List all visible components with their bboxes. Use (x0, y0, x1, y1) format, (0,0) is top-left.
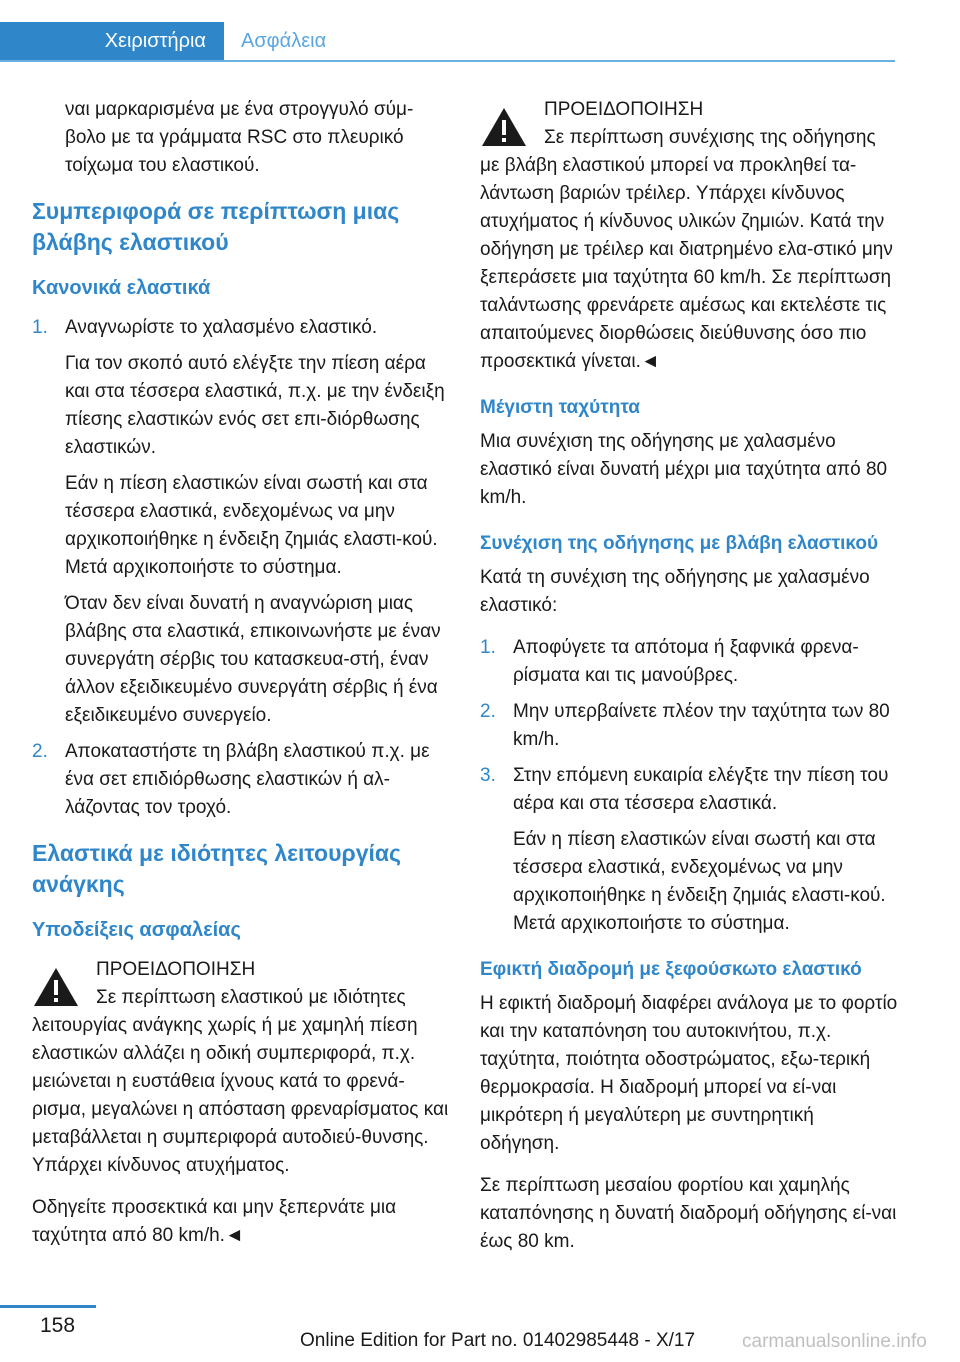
continue-steps (480, 634, 898, 938)
tab-safety-label: Ασφάλεια (241, 29, 327, 52)
right-column (480, 96, 898, 1270)
range-paragraph: Η εφικτή διαδρομή διαφέρει ανάλογα με το φορτίο και την καταπόνηση του αυτοκινήτου, π.χ. ταχύτητα, ποιότητα οδοστρώματος, εξω-τερική θερμοκρασία. Η διαδρομή μπορεί να εί-ναι μικρότερη ή μεγαλύτερη με συντηρητική οδήγηση. (480, 993, 898, 1154)
step-text: Αποκαταστήστε τη βλάβη ελαστικού π.χ. με ένα σετ επιδιόρθωσης ελαστικών ή αλ-λάζοντας τον τροχό. (65, 741, 430, 818)
normal-tires-steps (32, 314, 450, 822)
tab-controls[interactable] (0, 22, 224, 60)
step-number: 2. (480, 701, 496, 722)
intro-paragraph: ναι μαρκαρισμένα με ένα στρογγυλό σύμ-βολο με τα γράμματα RSC στο πλευρικό τοίχωμα του ελαστικού. (65, 99, 414, 176)
warning-ending: Οδηγείτε προσεκτικά και μην ξεπερνάτε μια ταχύτητα από 80 km/h.◄ (32, 1197, 397, 1246)
left-column (32, 96, 450, 1264)
step-number: 3. (480, 765, 496, 786)
warning-triangle-icon (32, 966, 80, 1008)
step-number: 1. (480, 637, 496, 658)
list-item (480, 698, 898, 754)
step-paragraph: Εάν η πίεση ελαστικών είναι σωστή και στα τέσσερα ελαστικά, ενδεχομένως να μην αρχικοποιήθηκε η ένδειξη ζημιάς ελαστι-κού. Μετά αρχικοποιήστε το σύστημα. (65, 473, 438, 578)
page-number: 158 (40, 1314, 76, 1337)
warning-title: ΠΡΟΕΙΔΟΠΟΙΗΣΗ (96, 959, 256, 980)
warning-triangle-icon (480, 106, 528, 148)
heading-runflat-tires: Ελαστικά με ιδιότητες λειτουργίας ανάγκης (32, 840, 401, 897)
warning-first-line: Σε περίπτωση συνέχισης της οδήγησης (544, 127, 876, 148)
warning-first-line: Σε περίπτωση ελαστικού με ιδιότητες (96, 987, 406, 1008)
step-text: Αναγνωρίστε το χαλασμένο ελαστικό. (65, 317, 378, 338)
tab-safety[interactable] (224, 22, 895, 60)
step-text: Αποφύγετε τα απότομα ή ξαφνικά φρενα-ρίσματα και τις μανούβρες. (513, 637, 859, 686)
warning-block (32, 956, 450, 1250)
max-speed-paragraph: Μια συνέχιση της οδήγησης με χαλασμένο ελαστικό είναι δυνατή μέχρι μια ταχύτητα από 80 km/h. (480, 431, 888, 508)
warning-header (480, 96, 898, 152)
heading-normal-tires: Κανονικά ελαστικά (32, 277, 211, 299)
warning-body: λειτουργίας ανάγκης χωρίς ή με χαμηλή πίεση ελαστικών αλλάζει η οδική συμπεριφορά, π.χ. μειώνεται η ευστάθεια ίχνους κατά το φρενά-ρισμα, μεγαλώνει η απόσταση φρεναρίσματος και μεταβάλλεται η συμπεριφορά αυτοδιεύ-θυνσης. Υπάρχει κίνδυνος ατυχήματος. (32, 1015, 449, 1176)
step-text: Μην υπερβαίνετε πλέον την ταχύτητα των 80 km/h. (513, 701, 890, 750)
continue-paragraph: Κατά τη συνέχιση της οδήγησης με χαλασμένο ελαστικό: (480, 567, 870, 616)
step-number: 1. (32, 317, 48, 338)
heading-max-speed: Μέγιστη ταχύτητα (480, 397, 640, 418)
watermark: carmanualsonline.info (742, 1331, 927, 1352)
step-paragraph: Για τον σκοπό αυτό ελέγξτε την πίεση αέρα και στα τέσσερα ελαστικά, π.χ. με την ένδειξη πίεσης ελαστικών ενός σετ επι-διόρθωσης ελαστικών. (65, 353, 445, 458)
step-number: 2. (32, 741, 48, 762)
warning-body: με βλάβη ελαστικού μπορεί να προκληθεί τα-λάντωση βαριών τρέιλερ. Υπάρχει κίνδυνος ατυχήματος ή κίνδυνος υλικών ζημιών. Κατά την οδήγηση με τρέιλερ και διατρημένο ελα-στικό μην ξεπεράσετε μια ταχύτητα 60 km/h. Σε περίπτωση ταλάντωσης φρενάρετε αμέσως και εκτελέστε τις απαιτούμενες διορθώσεις διεύθυνσης όσο πιο προσεκτικά γίνεται.◄ (480, 155, 893, 372)
tab-controls-label: Χειριστήρια (104, 29, 206, 52)
step-paragraph: Εάν η πίεση ελαστικών είναι σωστή και στα τέσσερα ελαστικά, ενδεχομένως να μην αρχικοποιήθηκε η ένδειξη ζημιάς ελαστι-κού. Μετά αρχικοποιήστε το σύστημα. (513, 829, 886, 934)
step-paragraph: Όταν δεν είναι δυνατή η αναγνώριση μιας βλάβης στα ελαστικά, επικοινωνήστε με έναν συνεργάτη σέρβις του κατασκευα-στή, έναν άλλον εξειδικευμένο συνεργάτη σέρβις ή ένα εξειδικευμένο συνεργείο. (65, 593, 441, 726)
list-item (480, 634, 898, 690)
heading-continue-driving: Συνέχιση της οδήγησης με βλάβη ελαστικού (480, 533, 879, 554)
header-divider (0, 60, 895, 62)
list-item (32, 738, 450, 822)
list-item (32, 314, 450, 730)
heading-tire-failure: Συμπεριφορά σε περίπτωση μιας βλάβης ελαστικού (32, 198, 400, 255)
list-item (480, 762, 898, 938)
warning-block (480, 96, 898, 376)
range-paragraph: Σε περίπτωση μεσαίου φορτίου και χαμηλής καταπόνησης η δυνατή διαδρομή οδήγησης εί-ναι έως 80 km. (480, 1175, 897, 1252)
heading-safety-notes: Υποδείξεις ασφαλείας (32, 919, 241, 941)
heading-flat-range: Εφικτή διαδρομή με ξεφούσκωτο ελαστικό (480, 959, 862, 980)
chapter-header (0, 0, 895, 62)
footer-accent-line (0, 1305, 96, 1308)
warning-title: ΠΡΟΕΙΔΟΠΟΙΗΣΗ (544, 99, 704, 120)
edition-note: Online Edition for Part no. 01402985448 - X/17 (300, 1330, 696, 1351)
warning-header (32, 956, 450, 1012)
step-text: Στην επόμενη ευκαιρία ελέγξτε την πίεση του αέρα και στα τέσσερα ελαστικά. (513, 765, 889, 814)
